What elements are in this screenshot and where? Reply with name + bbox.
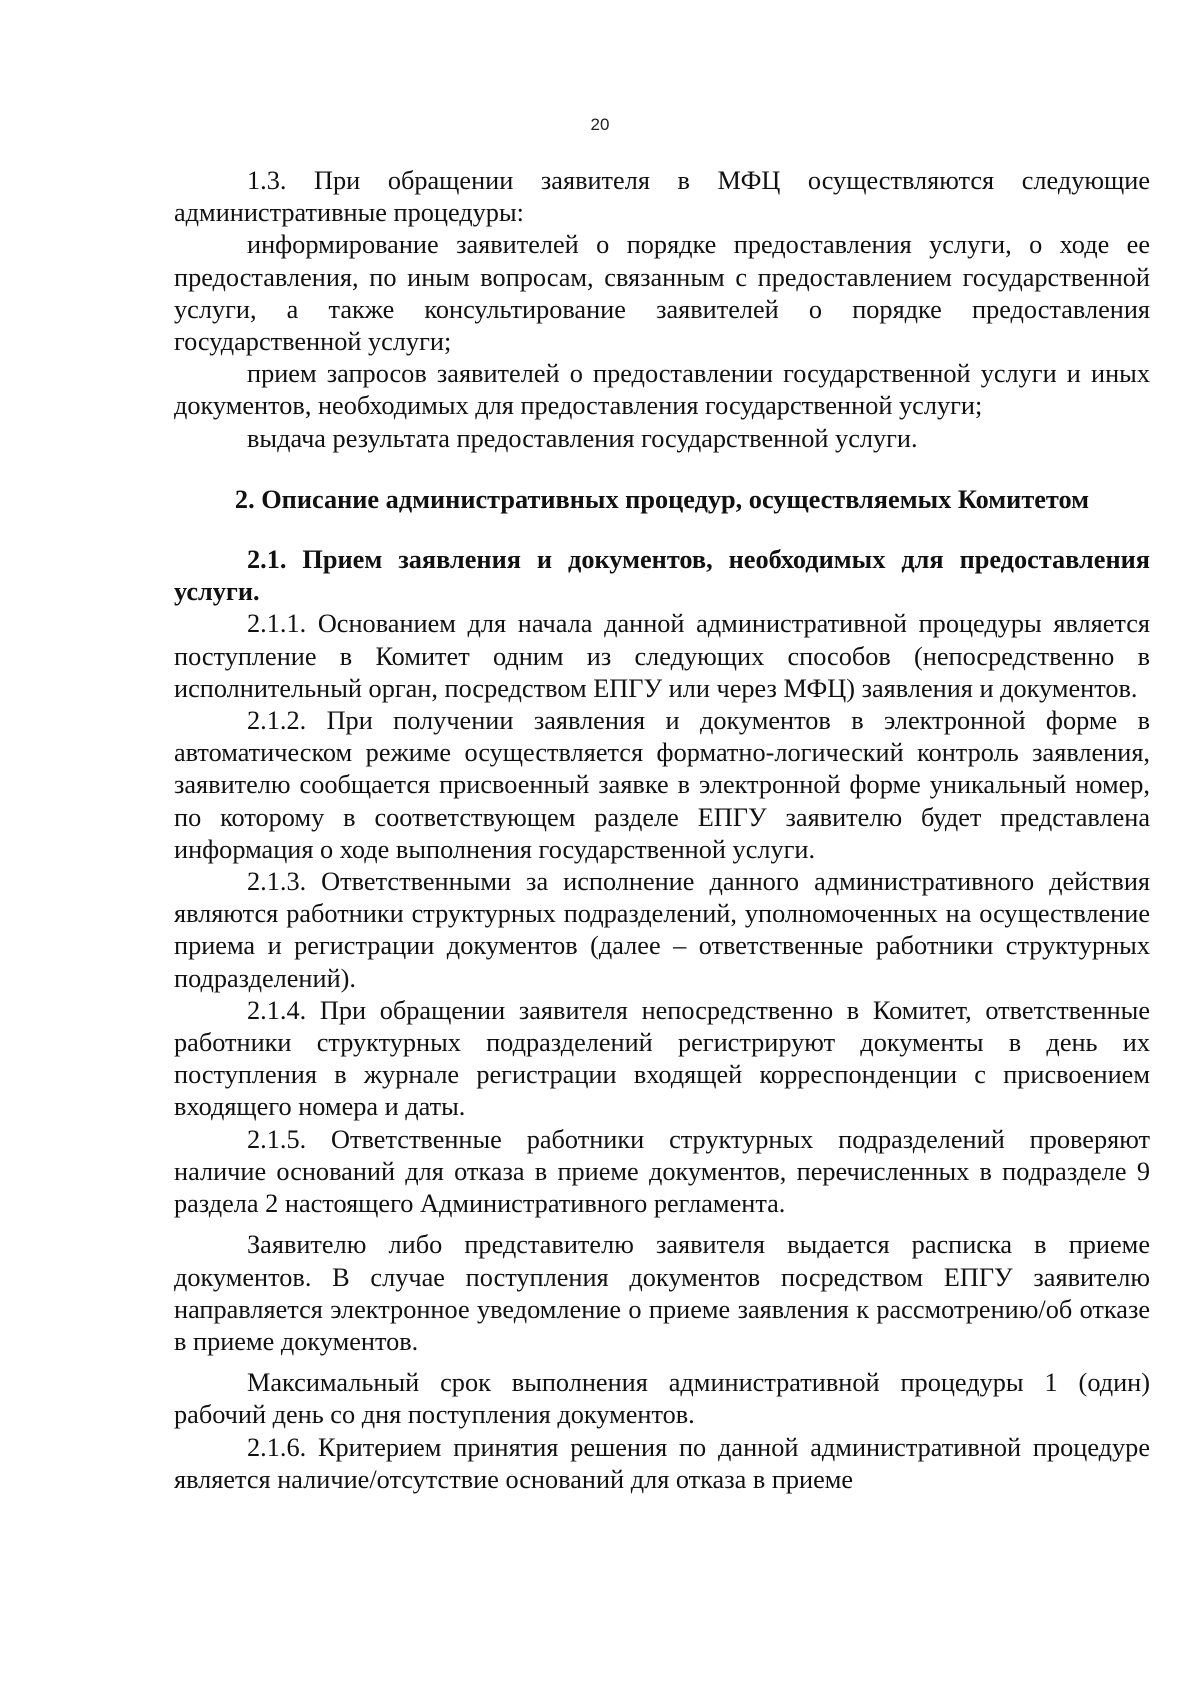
- section-heading-2: 2. Описание административных процедур, осуществляемых Комитетом: [234, 484, 1090, 514]
- paragraph-2-1-1: 2.1.1. Основанием для начала данной административной процедуры является поступление в Комитет одним из следующих способов (непосредственно в исполнительный орган, посредством ЕПГУ или через МФЦ) заявления и документов.: [174, 609, 1150, 703]
- paragraph-2-1-5: 2.1.5. Ответственные работники структурных подразделений проверяют наличие оснований для отказа в приеме документов, перечисленных в подразделе 9 раздела 2 настоящего Административного регламента.: [174, 1124, 1150, 1219]
- paragraph-1-3: 1.3. При обращении заявителя в МФЦ осуществляются следующие административные процедуры:: [174, 166, 1150, 228]
- paragraph-reception: прием запросов заявителей о предоставлении государственной услуги и иных документов, необходимых для предоставления государственной услуги;: [174, 359, 1150, 421]
- page-number: 20: [590, 115, 610, 134]
- paragraph-result-issue: выдача результата предоставления государственной услуги.: [247, 423, 918, 453]
- paragraph-2-1-3: 2.1.3. Ответственными за исполнение данного административного действия являются работники структурных подразделений, уполномоченных на осуществление приема и регистрации документов (далее – ответственные работники структурных подразделений).: [174, 867, 1150, 993]
- paragraph-2-1-2: 2.1.2. При получении заявления и документов в электронной форме в автоматическом режиме осуществляется форматно-логический контроль заявления, заявителю сообщается присвоенный заявке в электронной форме уникальный номер, по которому в соответствующем разделе ЕПГУ заявителю будет представлена информация о ходе выполнения государственной услуги.: [174, 706, 1150, 864]
- document-body: [174, 165, 1150, 1496]
- paragraph-2-1-4: 2.1.4. При обращении заявителя непосредственно в Комитет, ответственные работники структурных подразделений регистрируют документы в день их поступления в журнале регистрации входящей корреспонденции с присвоением входящего номера и даты.: [174, 995, 1150, 1122]
- subsection-heading-2-1: 2.1. Прием заявления и документов, необходимых для предоставления услуги.: [174, 545, 1150, 607]
- paragraph-receipt: Заявителю либо представителю заявителя выдается расписка в приеме документов. В случае поступления документов посредством ЕПГУ заявителю направляется электронное уведомление о приеме заявления к рассмотрению/об отказе в приеме документов.: [174, 1230, 1150, 1356]
- paragraph-max-term: Максимальный срок выполнения административной процедуры 1 (один) рабочий день со дня поступления документов.: [174, 1368, 1150, 1430]
- paragraph-2-1-6: 2.1.6. Критерием принятия решения по данной административной процедуре является наличие/отсутствие оснований для отказа в приеме: [174, 1432, 1150, 1494]
- paragraph-informing: информирование заявителей о порядке предоставления услуги, о ходе ее предоставления, по иным вопросам, связанным с предоставлением государственной услуги, а также консультирование заявителей о порядке предоставления государственной услуги;: [174, 230, 1150, 357]
